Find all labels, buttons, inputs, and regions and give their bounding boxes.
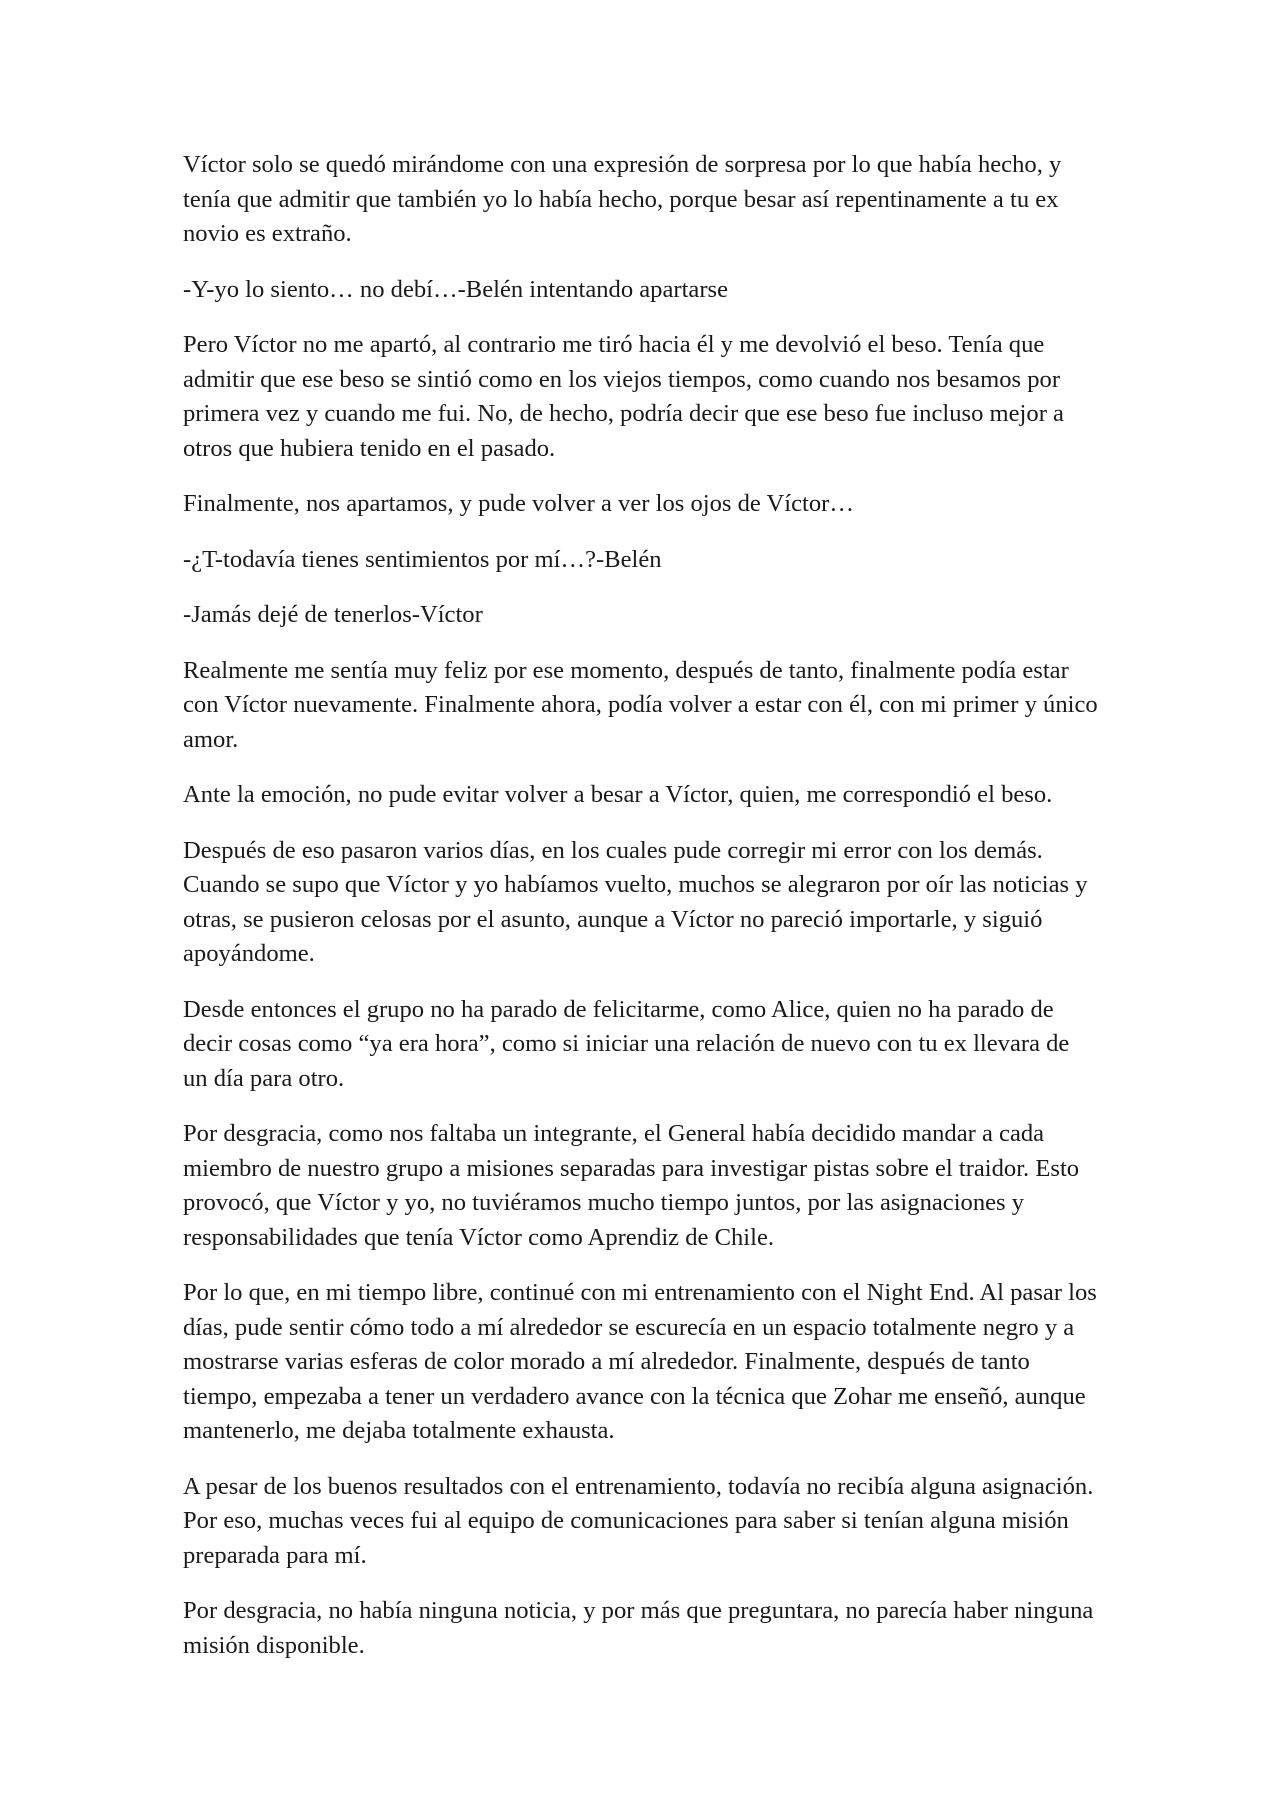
paragraph-8: Ante la emoción, no pude evitar volver a besar a Víctor, quien, me correspondió el beso. <box>183 781 1053 808</box>
paragraph-14: Por desgracia, no había ninguna noticia, y por más que preguntara, no parecía haber ninguna misión disponible. <box>183 1597 1094 1659</box>
paragraph-7: Realmente me sentía muy feliz por ese momento, después de tanto, finalmente podía estar con Víctor nuevamente. Finalmente ahora, podía volver a estar con él, con mi primer y único amor. <box>183 656 1098 753</box>
document-body <box>183 148 1098 1684</box>
paragraph-13: A pesar de los buenos resultados con el entrenamiento, todavía no recibía alguna asignación. Por eso, muchas veces fui al equipo de comunicaciones para saber si tenían alguna misión preparada para mí. <box>183 1472 1094 1569</box>
paragraph-9: Después de eso pasaron varios días, en los cuales pude corregir mi error con los demás. Cuando se supo que Víctor y yo habíamos vuelto, muchos se alegraron por oír las noticias y otras, se pusieron celosas por el asunto, aunque a Víctor no pareció importarle, y siguió apoyándome. <box>183 836 1088 967</box>
paragraph-12: Por lo que, en mi tiempo libre, continué con mi entrenamiento con el Night End. Al pasar los días, pude sentir cómo todo a mí alrededor se escurecía en un espacio totalmente negro y a mostrarse varias esferas de color morado a mí alrededor. Finalmente, después de tanto tiempo, empezaba a tener un verdadero avance con la técnica que Zohar me enseñó, aunque mantenerlo, me dejaba totalmente exhausta. <box>183 1279 1097 1444</box>
paragraph-2: -Y-yo lo siento… no debí…-Belén intentando apartarse <box>183 275 729 303</box>
paragraph-1: Víctor solo se quedó mirándome con una expresión de sorpresa por lo que había hecho, y tenía que admitir que también yo lo había hecho, porque besar así repentinamente a tu ex novio es extraño. <box>183 151 1062 247</box>
paragraph-4: Finalmente, nos apartamos, y pude volver a ver los ojos de Víctor… <box>183 490 854 517</box>
paragraph-5: -¿T-todavía tienes sentimientos por mí…?-Belén <box>183 545 662 573</box>
paragraph-11: Por desgracia, como nos faltaba un integrante, el General había decidido mandar a cada miembro de nuestro grupo a misiones separadas para investigar pistas sobre el traidor. Esto provocó, que Víctor y yo, no tuviéramos mucho tiempo juntos, por las asignaciones y responsabilidades que tenía Víctor como Aprendiz de Chile. <box>183 1120 1080 1251</box>
paragraph-6: -Jamás dejé de tenerlos-Víctor <box>183 601 483 628</box>
paragraph-3: Pero Víctor no me apartó, al contrario me tiró hacia él y me devolvió el beso. Tenía que admitir que ese beso se sintió como en los viejos tiempos, como cuando nos besamos por primera vez y cuando me fui. No, de hecho, podría decir que ese beso fue incluso mejor a otros que hubiera tenido en el pasado. <box>183 331 1064 462</box>
paragraph-10: Desde entonces el grupo no ha parado de felicitarme, como Alice, quien no ha parado de decir cosas como “ya era hora”, como si iniciar una relación de nuevo con tu ex llevara de un día para otro. <box>183 995 1070 1092</box>
